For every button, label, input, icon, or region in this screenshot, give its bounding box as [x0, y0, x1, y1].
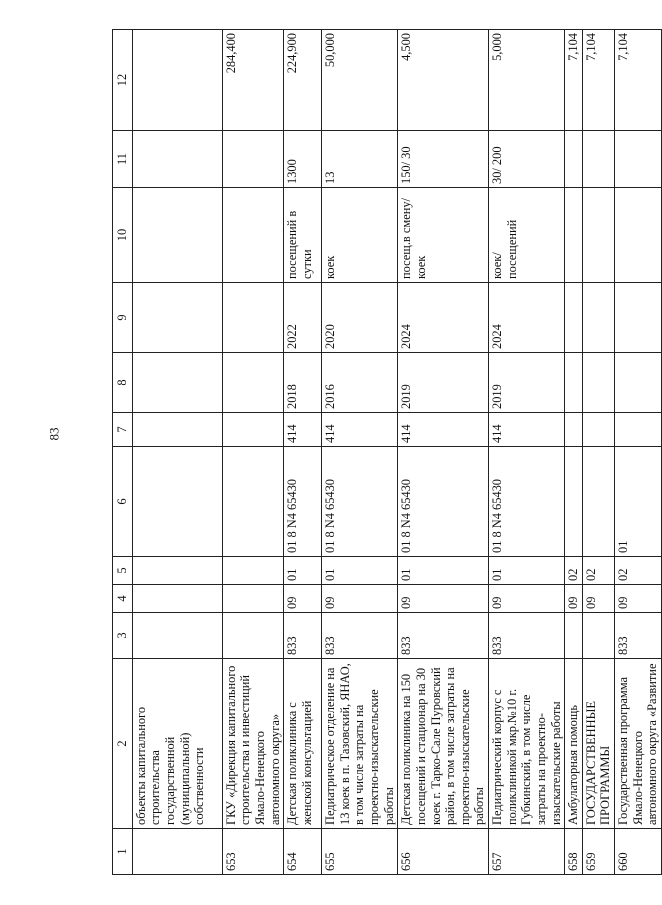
header-cell: 12: [113, 30, 133, 131]
header-row: [113, 30, 133, 875]
start-year-cell: 2018: [284, 353, 322, 413]
section-cell: 09: [284, 585, 322, 613]
end-year-cell: 2020: [322, 283, 398, 353]
unit-cell: посещений в сутки: [284, 188, 322, 283]
expense-type-cell: 414: [489, 413, 565, 447]
start-year-cell: [582, 353, 614, 413]
capacity-cell: 13: [322, 131, 398, 188]
code-cell: [132, 613, 222, 659]
target-article-cell: [132, 447, 222, 557]
name-cell: Детская поликлиника с женской консультацией: [284, 659, 322, 829]
table-row: [398, 30, 489, 875]
row-number-cell: 656: [398, 829, 489, 875]
table-row: [222, 30, 284, 875]
end-year-cell: [565, 283, 583, 353]
header-cell: 6: [113, 447, 133, 557]
name-cell: ГКУ «Дирекция капитального строительства и инвестиций Ямало-Ненецкого автономного округа»: [222, 659, 284, 829]
capacity-cell: 30/ 200: [489, 131, 565, 188]
code-cell: 833: [489, 613, 565, 659]
budget-table: [112, 29, 662, 875]
amount-cell: 224,900: [284, 30, 322, 131]
start-year-cell: [565, 353, 583, 413]
table-row: [615, 30, 662, 875]
header-cell: 10: [113, 188, 133, 283]
end-year-cell: 2022: [284, 283, 322, 353]
expense-type-cell: [565, 413, 583, 447]
start-year-cell: 2016: [322, 353, 398, 413]
end-year-cell: [615, 283, 662, 353]
subsection-cell: 01: [322, 557, 398, 585]
subsection-cell: [132, 557, 222, 585]
start-year-cell: [132, 353, 222, 413]
capacity-cell: 150/ 30: [398, 131, 489, 188]
table-row: [132, 30, 222, 875]
unit-cell: коек: [322, 188, 398, 283]
row-number-cell: 657: [489, 829, 565, 875]
unit-cell: коек/ посещений: [489, 188, 565, 283]
table-row: [565, 30, 583, 875]
name-cell: ГОСУДАРСТВЕННЫЕ ПРОГРАММЫ: [582, 659, 614, 829]
capacity-cell: [565, 131, 583, 188]
row-number-cell: 655: [322, 829, 398, 875]
header-cell: 11: [113, 131, 133, 188]
section-cell: 09: [489, 585, 565, 613]
amount-cell: [132, 30, 222, 131]
unit-cell: [615, 188, 662, 283]
header-cell: 2: [113, 659, 133, 829]
target-article-cell: 01 8 N4 65430: [398, 447, 489, 557]
start-year-cell: 2019: [398, 353, 489, 413]
code-cell: [565, 613, 583, 659]
amount-cell: 5,000: [489, 30, 565, 131]
name-cell: Детская поликлиника на 150 посещений и стационар на 30 коек г. Тарко-Сале Пуровский район, в том числе затраты на проектно-изыскательские работы: [398, 659, 489, 829]
subsection-cell: 02: [582, 557, 614, 585]
table-row: [489, 30, 565, 875]
target-article-cell: [582, 447, 614, 557]
unit-cell: [565, 188, 583, 283]
table-row: [582, 30, 614, 875]
code-cell: [222, 613, 284, 659]
rotated-table-wrapper: [112, 30, 660, 875]
target-article-cell: 01 8 N4 65430: [284, 447, 322, 557]
unit-cell: [582, 188, 614, 283]
target-article-cell: 01: [615, 447, 662, 557]
capacity-cell: [615, 131, 662, 188]
name-cell: Педиатрический корпус с поликлиникой мкр.№10 г. Губкинский, в том числе затраты на проектно-изыскательские работы: [489, 659, 565, 829]
table-row: [322, 30, 398, 875]
expense-type-cell: [582, 413, 614, 447]
code-cell: 833: [398, 613, 489, 659]
header-cell: 9: [113, 283, 133, 353]
row-number-cell: 659: [582, 829, 614, 875]
target-article-cell: 01 8 N4 65430: [322, 447, 398, 557]
capacity-cell: [132, 131, 222, 188]
row-number-cell: [132, 829, 222, 875]
capacity-cell: [582, 131, 614, 188]
amount-cell: 7,104: [582, 30, 614, 131]
capacity-cell: [222, 131, 284, 188]
unit-cell: [222, 188, 284, 283]
section-cell: 09: [322, 585, 398, 613]
name-cell: объекты капитального строительства государственной (муниципальной) собственности: [132, 659, 222, 829]
section-cell: 09: [582, 585, 614, 613]
target-article-cell: [222, 447, 284, 557]
start-year-cell: 2019: [489, 353, 565, 413]
page-number: 83: [46, 427, 62, 441]
subsection-cell: 01: [489, 557, 565, 585]
end-year-cell: [222, 283, 284, 353]
capacity-cell: 1300: [284, 131, 322, 188]
table-row: [284, 30, 322, 875]
expense-type-cell: [132, 413, 222, 447]
expense-type-cell: 414: [398, 413, 489, 447]
target-article-cell: 01 8 N4 65430: [489, 447, 565, 557]
amount-cell: 7,104: [565, 30, 583, 131]
subsection-cell: 02: [565, 557, 583, 585]
code-cell: 833: [615, 613, 662, 659]
expense-type-cell: 414: [284, 413, 322, 447]
end-year-cell: 2024: [398, 283, 489, 353]
unit-cell: посещ.в смену/коек: [398, 188, 489, 283]
section-cell: 09: [398, 585, 489, 613]
amount-cell: 284,400: [222, 30, 284, 131]
code-cell: [582, 613, 614, 659]
header-cell: 1: [113, 829, 133, 875]
end-year-cell: [582, 283, 614, 353]
code-cell: 833: [322, 613, 398, 659]
header-cell: 3: [113, 613, 133, 659]
code-cell: 833: [284, 613, 322, 659]
unit-cell: [132, 188, 222, 283]
name-cell: Амбулаторная помощь: [565, 659, 583, 829]
header-cell: 7: [113, 413, 133, 447]
row-number-cell: 658: [565, 829, 583, 875]
section-cell: 09: [565, 585, 583, 613]
subsection-cell: 01: [398, 557, 489, 585]
header-cell: 5: [113, 557, 133, 585]
header-cell: 4: [113, 585, 133, 613]
subsection-cell: 02: [615, 557, 662, 585]
expense-type-cell: [615, 413, 662, 447]
end-year-cell: 2024: [489, 283, 565, 353]
row-number-cell: 654: [284, 829, 322, 875]
name-cell: Педиатрическое отделение на 13 коек в п. Тазовский, ЯНАО, в том числе затраты на проектно-изыскательские работы: [322, 659, 398, 829]
subsection-cell: 01: [284, 557, 322, 585]
amount-cell: 7,104: [615, 30, 662, 131]
row-number-cell: 653: [222, 829, 284, 875]
start-year-cell: [222, 353, 284, 413]
end-year-cell: [132, 283, 222, 353]
amount-cell: 50,000: [322, 30, 398, 131]
header-cell: 8: [113, 353, 133, 413]
section-cell: 09: [615, 585, 662, 613]
row-number-cell: 660: [615, 829, 662, 875]
amount-cell: 4,500: [398, 30, 489, 131]
target-article-cell: [565, 447, 583, 557]
section-cell: [222, 585, 284, 613]
subsection-cell: [222, 557, 284, 585]
section-cell: [132, 585, 222, 613]
name-cell: Государственная программа Ямало-Ненецкого автономного округа «Развитие: [615, 659, 662, 829]
expense-type-cell: [222, 413, 284, 447]
start-year-cell: [615, 353, 662, 413]
expense-type-cell: 414: [322, 413, 398, 447]
